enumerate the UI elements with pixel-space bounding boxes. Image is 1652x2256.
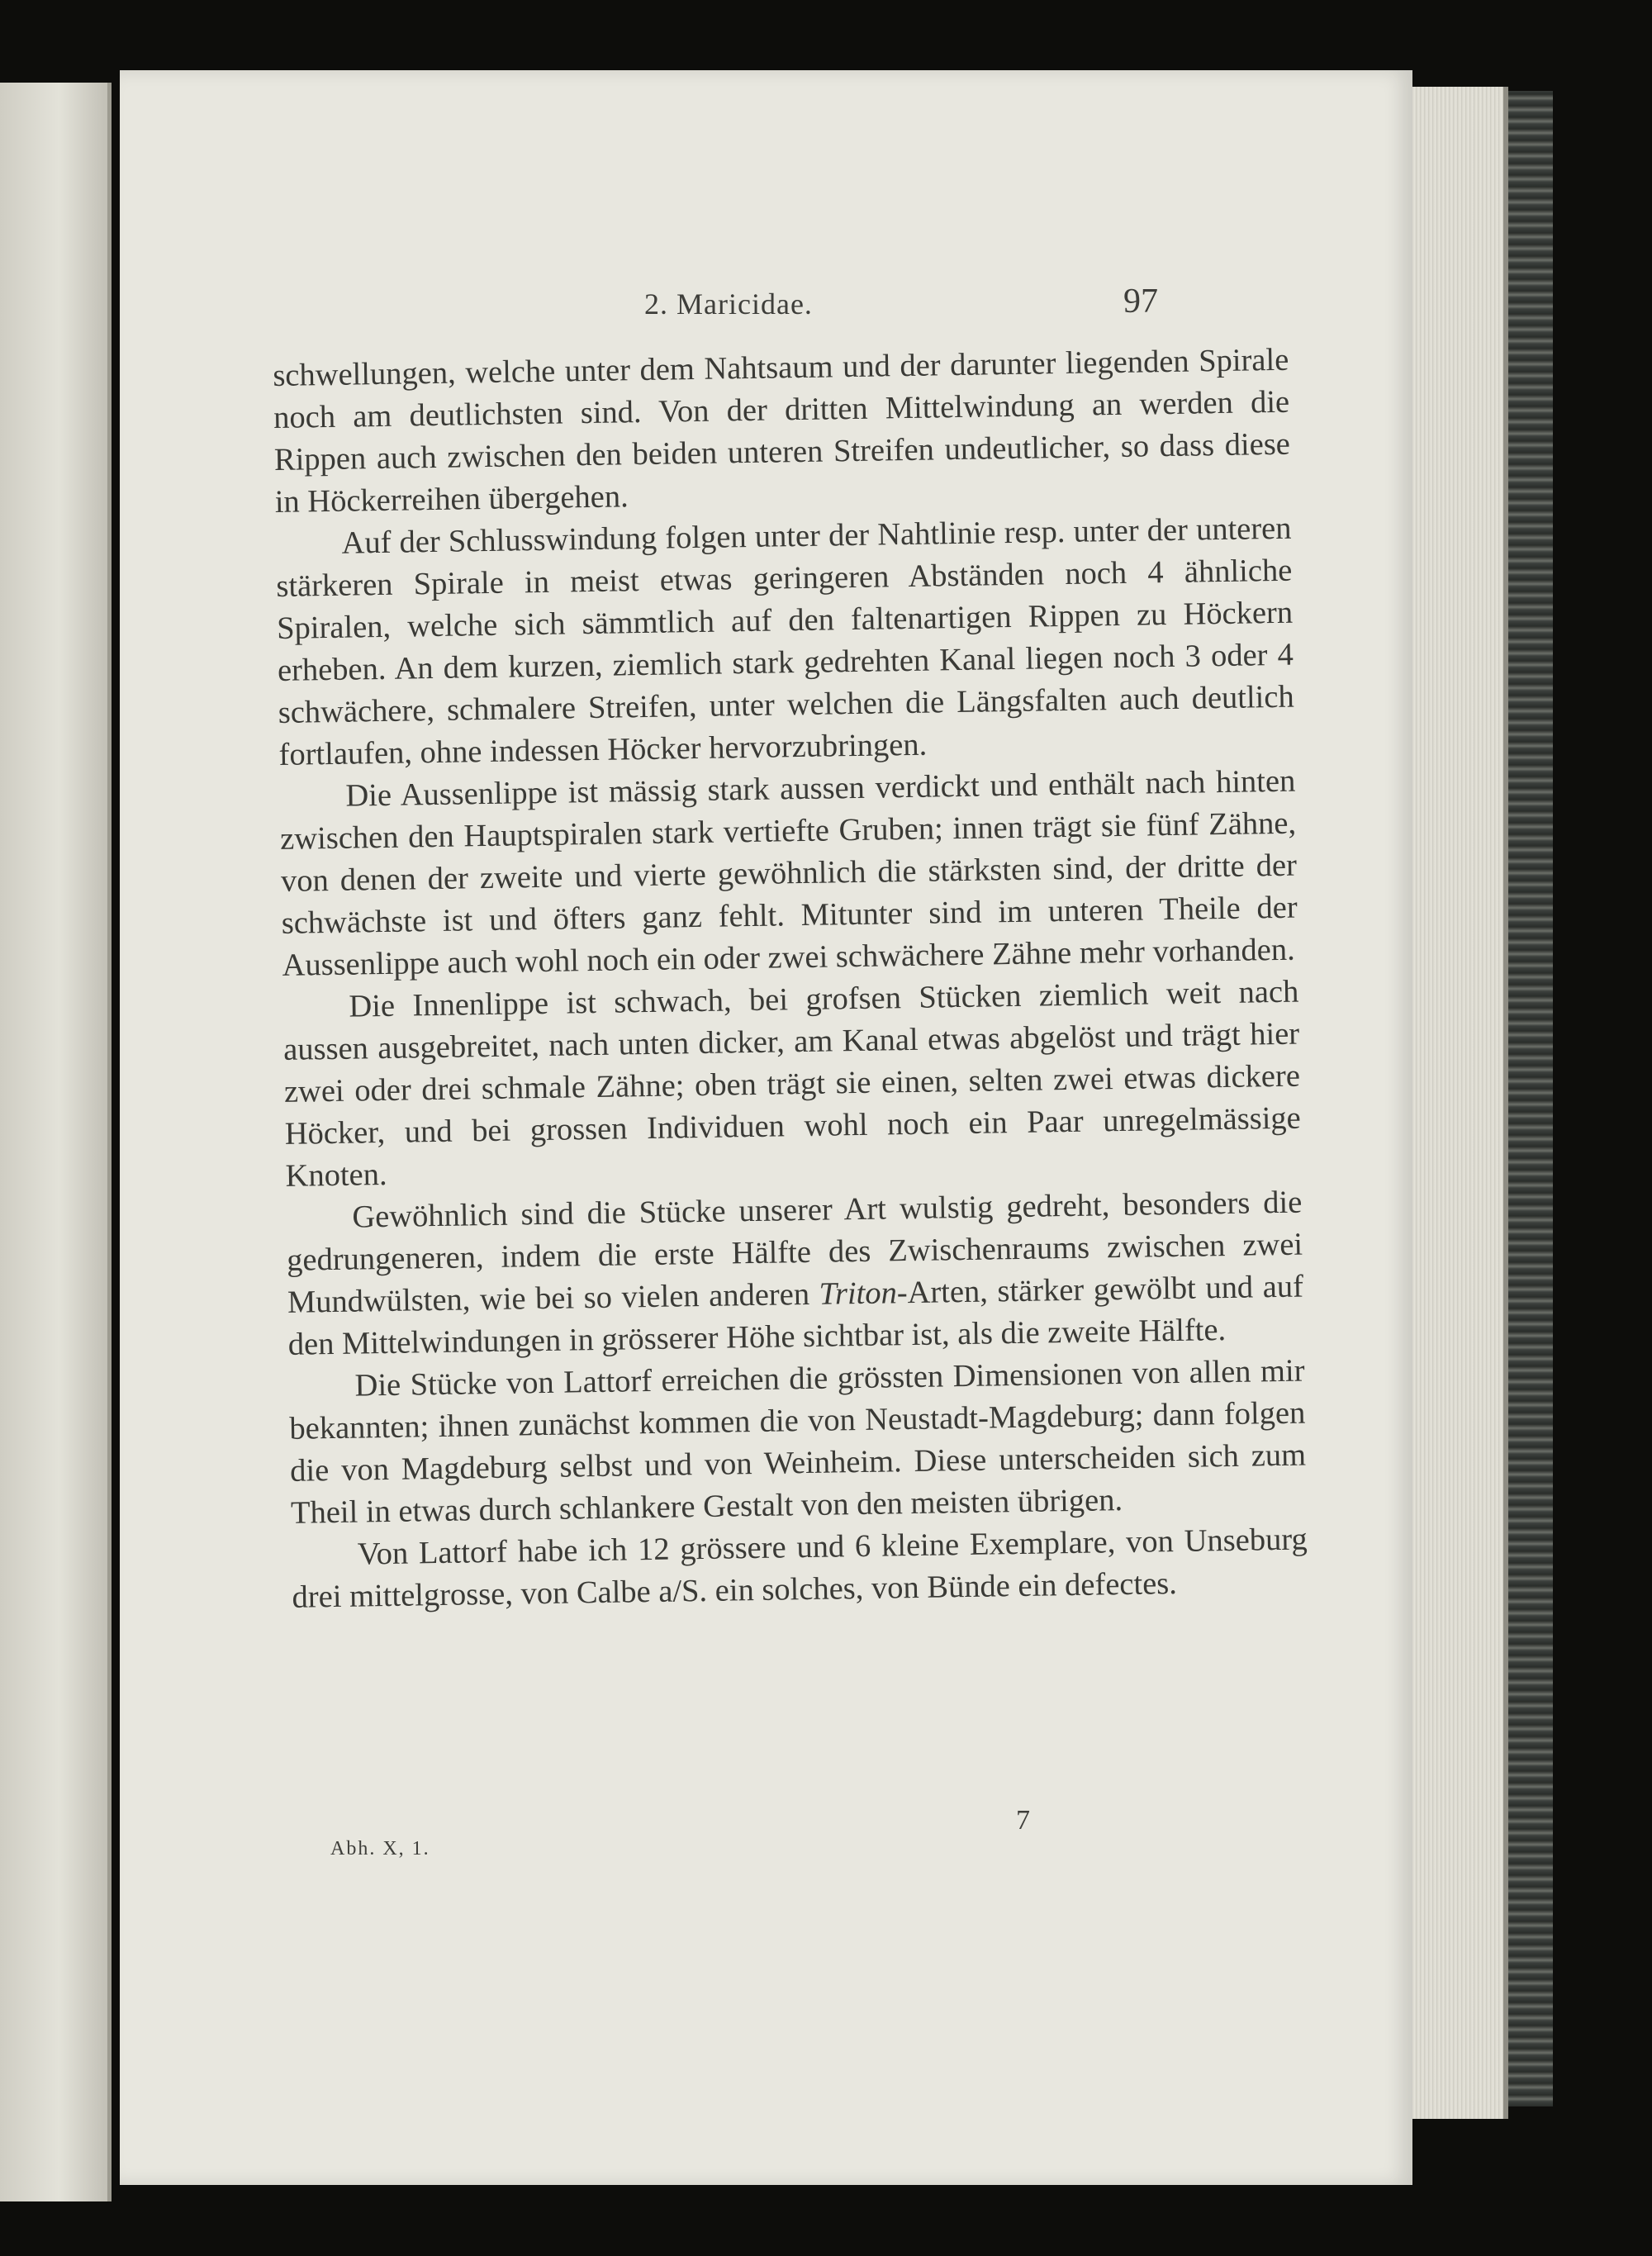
paragraph: Auf der Schlusswindung folgen unter der Nahtlinie resp. unter der unteren stärkeren Spirale in meist etwas geringeren Abständen noch 4 ähnliche Spiralen, welche sich sämmtlich auf den faltenartigen Rippen zu Höckern erheben. An dem kurzen, ziemlich stark gedrehten Kanal liegen noch 3 oder 4 schwächere, schmalere Streifen, unter welchen die Längsfalten auch deutlich fortlaufen, ohne indessen Höcker hervorzubringen. — [276, 511, 1294, 772]
book-page — [120, 70, 1412, 2185]
paragraph-text: Gewöhnlich sind die Stücke unserer Art wulstig gedreht, besonders die gedrungeneren, indem die erste Hälfte des Zwischenraums zwischen zwei Mundwülsten, wie bei so vielen anderen — [286, 1185, 1303, 1320]
paragraph: schwellungen, welche unter dem Nahtsaum und der darunter liegenden Spirale noch am deutlichsten sind. Von der dritten Mittelwindung an werden die Rippen auch zwischen den beiden unteren Streifen undeutlicher, so dass diese in Höckerreihen übergehen. — [273, 342, 1291, 520]
page-stack-edge — [1396, 87, 1508, 2119]
genus-name: Triton — [819, 1275, 898, 1312]
running-head — [120, 283, 1412, 336]
footer-signature: Abh. X, 1. — [330, 1838, 430, 1859]
body-text — [273, 340, 1308, 1619]
page-number: 97 — [1123, 283, 1158, 321]
paragraph: Von Lattorf habe ich 12 grössere und 6 kleine Exemplare, von Unseburg drei mittelgrosse, von Calbe a/S. ein solches, von Bünde ein defectes. — [292, 1522, 1308, 1615]
paragraph: Die Innenlippe ist schwach, bei grofsen Stücken ziemlich weit nach aussen ausgebreitet, nach unten dicker, am Kanal etwas abgelöst und trägt hier zwei oder drei schmale Zähne; oben trägt sie einen, selten zwei etwas dickere Höcker, und bei grossen Individuen wohl noch ein Paar unregelmässige Knoten. — [282, 974, 1301, 1194]
paragraph: Die Stücke von Lattorf erreichen die grössten Dimensionen von allen mir bekannten; ihnen zunächst kommen die von Neustadt-Magdeburg; dann folgen die von Magdeburg selbst und von Weinheim. Diese unterscheiden sich zum Theil in etwas durch schlankere Gestalt von den meisten übrigen. — [289, 1353, 1307, 1531]
book-cover-edge — [1502, 91, 1553, 2106]
section-title: 2. Maricidae. — [644, 287, 813, 321]
sheet-number: 7 — [1016, 1805, 1030, 1836]
facing-page-edge — [0, 83, 112, 2201]
paragraph — [286, 1182, 1304, 1366]
paragraph-text: -Arten, stärker gewölbt und auf den Mittelwindungen in grösserer Höhe sichtbar ist, als die zweite Hälfte. — [287, 1269, 1304, 1362]
page-footer — [120, 1805, 1412, 1888]
paragraph: Die Aussenlippe ist mässig stark aussen verdickt und enthält nach hinten zwischen den Hauptspiralen stark vertiefte Gruben; innen trägt sie fünf Zähne, von denen der zweite und vierte gewöhnlich die stärksten sind, der dritte der schwächste ist und öfters ganz fehlt. Mitunter sind im unteren Theile der Aussenlippe auch wohl noch ein oder zwei schwächere Zähne mehr vorhanden. — [279, 763, 1298, 983]
